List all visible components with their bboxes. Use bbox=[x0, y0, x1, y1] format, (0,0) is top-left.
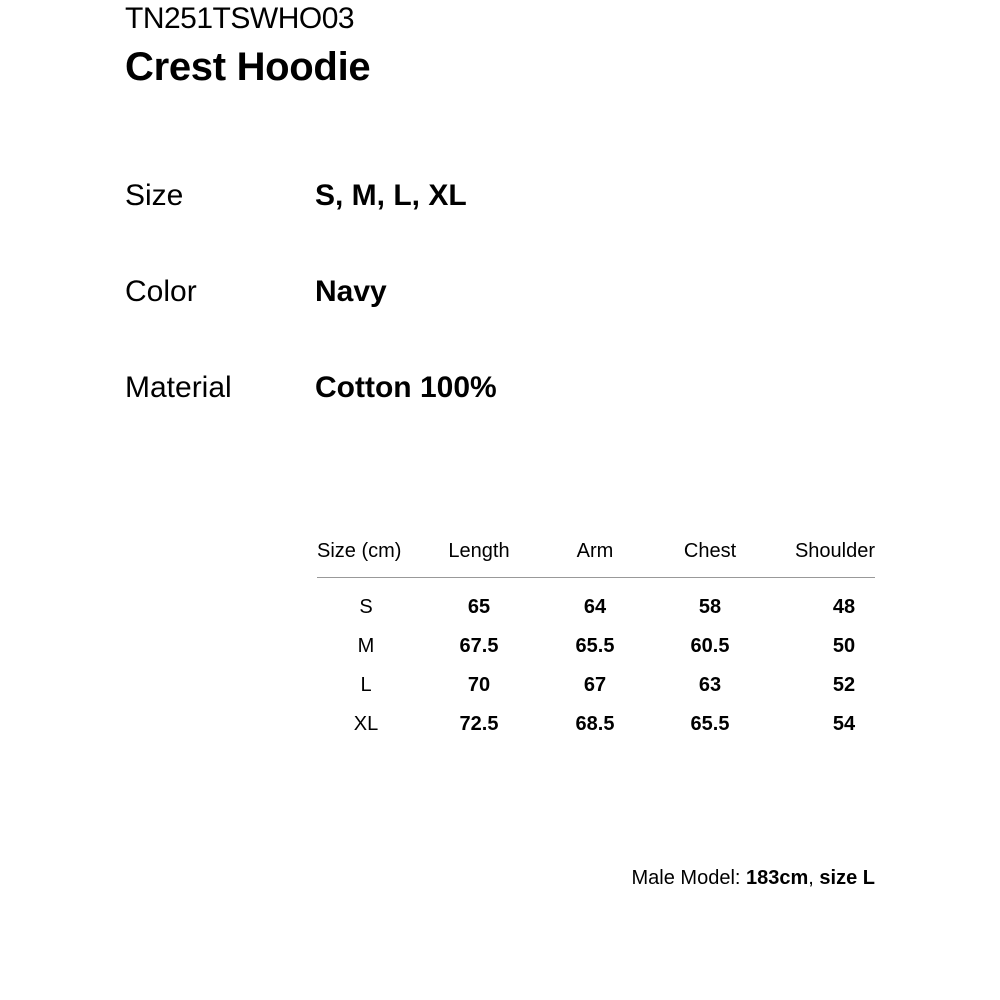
model-note-label: Male Model: bbox=[631, 867, 741, 889]
shoulder-cell: 48 bbox=[832, 596, 856, 618]
size-table-header-row bbox=[317, 534, 875, 578]
header-length: Length bbox=[448, 540, 510, 562]
header-shoulder: Shoulder bbox=[794, 540, 875, 562]
table-row bbox=[317, 578, 875, 628]
spec-row-color bbox=[125, 272, 825, 312]
model-note bbox=[632, 864, 875, 892]
table-row bbox=[317, 705, 875, 744]
spec-label: Size bbox=[125, 179, 184, 212]
size-cell: XL bbox=[353, 713, 379, 735]
product-code: TN251TSWHO03 bbox=[125, 2, 355, 35]
size-table bbox=[317, 534, 875, 744]
length-cell: 72.5 bbox=[459, 713, 499, 735]
length-cell: 67.5 bbox=[459, 635, 499, 657]
spec-label: Material bbox=[125, 371, 232, 404]
chest-cell: 65.5 bbox=[690, 713, 730, 735]
spec-label: Color bbox=[125, 275, 197, 308]
arm-cell: 68.5 bbox=[575, 713, 615, 735]
spec-value: S, M, L, XL bbox=[315, 179, 467, 212]
spec-value: Navy bbox=[315, 275, 387, 308]
size-cell: L bbox=[360, 674, 372, 696]
model-note-height: 183cm bbox=[746, 867, 809, 889]
model-note-separator: , bbox=[808, 867, 814, 889]
header-arm: Arm bbox=[576, 540, 614, 562]
shoulder-cell: 54 bbox=[832, 713, 856, 735]
shoulder-cell: 50 bbox=[832, 635, 856, 657]
spec-row-material bbox=[125, 368, 825, 408]
header-size: Size (cm) bbox=[317, 540, 402, 562]
table-row bbox=[317, 666, 875, 705]
chest-cell: 58 bbox=[698, 596, 722, 618]
table-row bbox=[317, 627, 875, 666]
length-cell: 70 bbox=[467, 674, 491, 696]
chest-cell: 63 bbox=[698, 674, 722, 696]
model-note-size: size L bbox=[819, 867, 875, 889]
header-chest: Chest bbox=[683, 540, 737, 562]
arm-cell: 65.5 bbox=[575, 635, 615, 657]
size-cell: S bbox=[359, 596, 373, 618]
spec-row-size bbox=[125, 176, 825, 216]
arm-cell: 64 bbox=[583, 596, 607, 618]
chest-cell: 60.5 bbox=[690, 635, 730, 657]
arm-cell: 67 bbox=[583, 674, 607, 696]
size-cell: M bbox=[357, 635, 375, 657]
shoulder-cell: 52 bbox=[832, 674, 856, 696]
product-name: Crest Hoodie bbox=[125, 45, 371, 89]
spec-value: Cotton 100% bbox=[315, 371, 497, 404]
length-cell: 65 bbox=[467, 596, 491, 618]
